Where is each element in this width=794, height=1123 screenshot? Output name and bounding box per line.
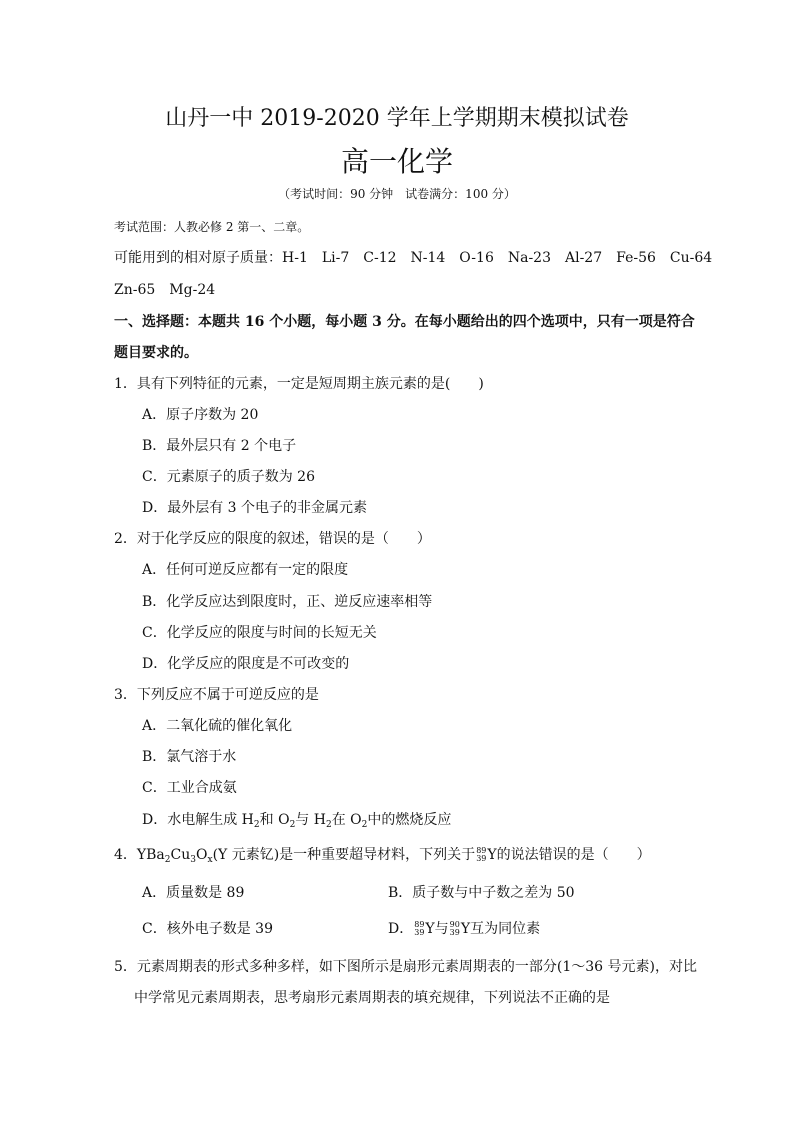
- q4d-label: D．: [388, 921, 414, 937]
- q4-formula-cu: Cu: [170, 847, 191, 863]
- question-4-option-a: A．质量数是 89: [142, 885, 245, 901]
- atomic-number: 39: [476, 854, 487, 863]
- element-symbol: Y: [425, 921, 435, 937]
- question-2-option-d: D．化学反应的限度是不可改变的: [142, 656, 350, 672]
- subject-title: 高一化学: [340, 145, 453, 178]
- atomic-masses-label: 可能用到的相对原子质量：: [114, 250, 282, 266]
- exam-info: （考试时间：90 分钟 试卷满分：100 分）: [278, 187, 516, 201]
- atomic-masses-line2: Zn-65 Mg-24: [114, 282, 216, 298]
- q3d-text-1: D．水电解生成 H: [142, 812, 254, 828]
- question-1-option-c: C．元素原子的质子数为 26: [142, 469, 315, 485]
- nuclide-notation: [414, 921, 424, 937]
- question-3-stem: 3．下列反应不属于可逆反应的是: [114, 687, 319, 703]
- question-3-option-a: A．二氧化硫的催化氧化: [142, 718, 293, 734]
- question-5-stem-line2: 中学常见元素周期表，思考扇形元素周期表的填充规律，下列说法不正确的是: [134, 990, 610, 1006]
- q4-stem-post: 的说法错误的是（ ）: [496, 847, 651, 863]
- atomic-number: 39: [414, 928, 425, 937]
- question-2-option-c: C．化学反应的限度与时间的长短无关: [142, 625, 377, 641]
- question-1-option-b: B．最外层只有 2 个电子: [142, 438, 297, 454]
- mass-number: 89: [414, 920, 425, 929]
- question-3-option-c: C．工业合成氨: [142, 780, 237, 796]
- q3d-sub-4: 2: [361, 820, 368, 830]
- exam-scope: 考试范围：人教必修 2 第一、二章。: [114, 220, 310, 234]
- atomic-masses-values: H-1 Li-7 C-12 N-14 O-16 Na-23 Al-27 Fe-56 Cu-64: [282, 250, 713, 266]
- atomic-masses-line1: [114, 249, 712, 267]
- question-5-stem-line1: 5．元素周期表的形式多种多样，如下图所示是扇形元素周期表的一部分(1～36 号元素)，对比: [114, 959, 698, 975]
- question-4-option-b: B．质子数与中子数之差为 50: [388, 885, 575, 901]
- q3d-sub-1: 2: [253, 820, 260, 830]
- q4d-post: 互为同位素: [470, 921, 541, 937]
- q3d-text-2: 和 O: [259, 812, 290, 828]
- question-4-stem: [114, 846, 651, 864]
- q3d-text-4: 在 O: [331, 812, 362, 828]
- q3d-text-3: 与 H: [295, 812, 326, 828]
- section-heading-line1: 一、选择题：本题共 16 个小题，每小题 3 分。在每小题给出的四个选项中，只有一项是符合: [114, 314, 695, 330]
- q4-stem-mid: (Y 元素钇)是一种重要超导材料，下列关于: [212, 847, 476, 863]
- element-symbol: Y: [487, 847, 497, 863]
- nuclide-notation: [450, 921, 460, 937]
- q4-sub-ba: 2: [164, 855, 171, 865]
- q3d-text-5: 中的燃烧反应: [367, 812, 452, 828]
- mass-number: 90: [449, 920, 460, 929]
- q4-formula-o: O: [196, 847, 208, 863]
- question-4-option-d: [388, 920, 540, 938]
- question-1-option-a: A．原子序数为 20: [142, 407, 259, 423]
- question-2-option-a: A．任何可逆反应都有一定的限度: [142, 562, 349, 578]
- q3d-sub-2: 2: [289, 820, 296, 830]
- q4-sub-cu: 3: [190, 855, 196, 865]
- question-3-option-b: B．氯气溶于水: [142, 749, 237, 765]
- section-heading-line2: 题目要求的。: [114, 345, 198, 361]
- element-symbol: Y: [460, 921, 471, 937]
- q3d-sub-3: 2: [325, 820, 332, 830]
- school-exam-title: 山丹一中 2019-2020 学年上学期期末模拟试卷: [165, 106, 629, 131]
- question-1-option-d: D．最外层有 3 个电子的非金属元素: [142, 500, 368, 516]
- q4-formula-yba: 4．YBa: [114, 847, 165, 863]
- question-2-option-b: B．化学反应达到限度时，正、逆反应速率相等: [142, 594, 433, 610]
- question-2-stem: 2．对于化学反应的限度的叙述，错误的是（ ）: [114, 531, 431, 547]
- question-1-stem: 1．具有下列特征的元素，一定是短周期主族元素的是( ): [114, 376, 484, 392]
- question-4-option-c: C．核外电子数是 39: [142, 921, 273, 937]
- q4-sub-o: x: [207, 855, 213, 865]
- question-3-option-d: [142, 811, 451, 829]
- atomic-number: 39: [449, 928, 460, 937]
- q4d-mid: 与: [434, 921, 449, 937]
- nuclide-notation: [476, 847, 486, 863]
- mass-number: 89: [476, 846, 487, 855]
